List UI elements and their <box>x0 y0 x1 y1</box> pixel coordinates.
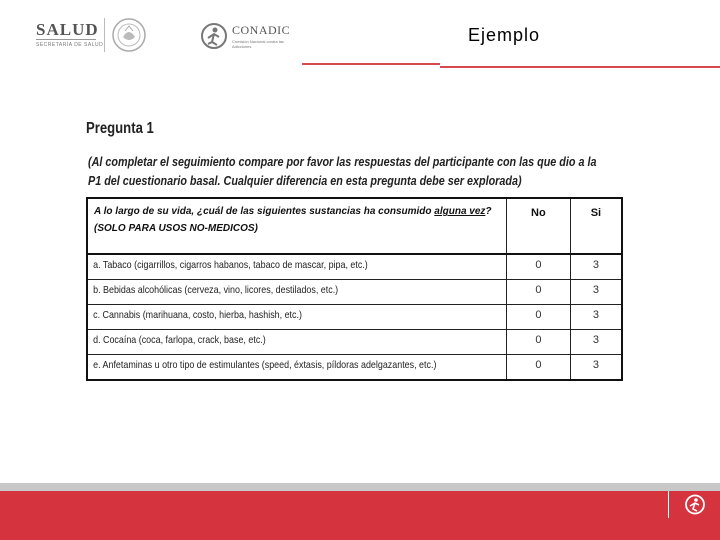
title-underline-left <box>302 63 440 65</box>
conadic-logo-sub: Comisión Nacional contra las Adicciones <box>232 39 284 49</box>
conadic-emblem-icon <box>200 22 228 50</box>
table-question-header <box>87 198 506 254</box>
row-label: d. Cocaína (coca, farlopa, crack, base, etc.) <box>93 334 266 346</box>
footer-logo <box>668 491 720 518</box>
logo-divider <box>104 18 105 52</box>
row-label: c. Cannabis (marihuana, costo, hierba, hashish, etc.) <box>93 309 302 321</box>
conadic-footer-icon <box>669 491 720 518</box>
column-header-no: No <box>506 198 570 254</box>
header <box>0 0 720 70</box>
header-prefix: A lo largo de su vida, ¿cuál de las siguientes sustancias ha consumido <box>94 206 435 217</box>
table-row <box>87 330 622 355</box>
footer-red-band <box>0 491 720 540</box>
table-header-row <box>87 198 622 254</box>
substance-table <box>86 197 623 381</box>
title-underline-right <box>440 66 720 68</box>
question-panel <box>86 120 626 371</box>
table-row <box>87 305 622 330</box>
national-seal-icon <box>111 17 147 53</box>
footer-gray-bar <box>0 483 720 491</box>
row-label: e. Anfetaminas u otro tipo de estimulantes (speed, éxtasis, píldoras adelgazantes, etc.) <box>93 359 437 371</box>
row-si-value: 3 <box>592 309 599 321</box>
row-no-value: 0 <box>535 334 542 346</box>
column-header-si: Si <box>570 198 622 254</box>
table-row <box>87 355 622 381</box>
row-label: a. Tabaco (cigarrillos, cigarros habanos, tabaco de mascar, pipa, etc.) <box>93 259 368 271</box>
row-label: b. Bebidas alcohólicas (cerveza, vino, licores, destilados, etc.) <box>93 284 339 296</box>
salud-logo <box>30 20 110 50</box>
row-no-value: 0 <box>535 359 542 371</box>
slide-title: Ejemplo <box>468 25 541 45</box>
header-suffix: ? (SOLO PARA USOS NO-MEDICOS) <box>94 206 492 234</box>
row-si-value: 3 <box>592 259 599 271</box>
question-instruction: (Al completar el seguimiento compare por favor las respuestas del participante con las que dio a la P1 del cuestionario basal. Cualquier diferencia en esta pregunta debe ser explorada) <box>88 154 597 188</box>
table-row <box>87 254 622 280</box>
row-si-value: 3 <box>592 334 599 346</box>
salud-logo-bar <box>36 39 96 40</box>
salud-logo-text: SALUD <box>36 20 99 39</box>
header-underlined: alguna vez <box>434 206 486 217</box>
row-no-value: 0 <box>535 284 542 296</box>
row-no-value: 0 <box>535 309 542 321</box>
conadic-logo-text: CONADIC <box>232 23 291 37</box>
question-title: Pregunta 1 <box>86 120 154 137</box>
row-si-value: 3 <box>592 359 599 371</box>
row-si-value: 3 <box>592 284 599 296</box>
row-no-value: 0 <box>535 259 542 271</box>
salud-logo-sub: SECRETARÍA DE SALUD <box>36 42 104 48</box>
table-row <box>87 280 622 305</box>
conadic-logo <box>200 22 300 50</box>
